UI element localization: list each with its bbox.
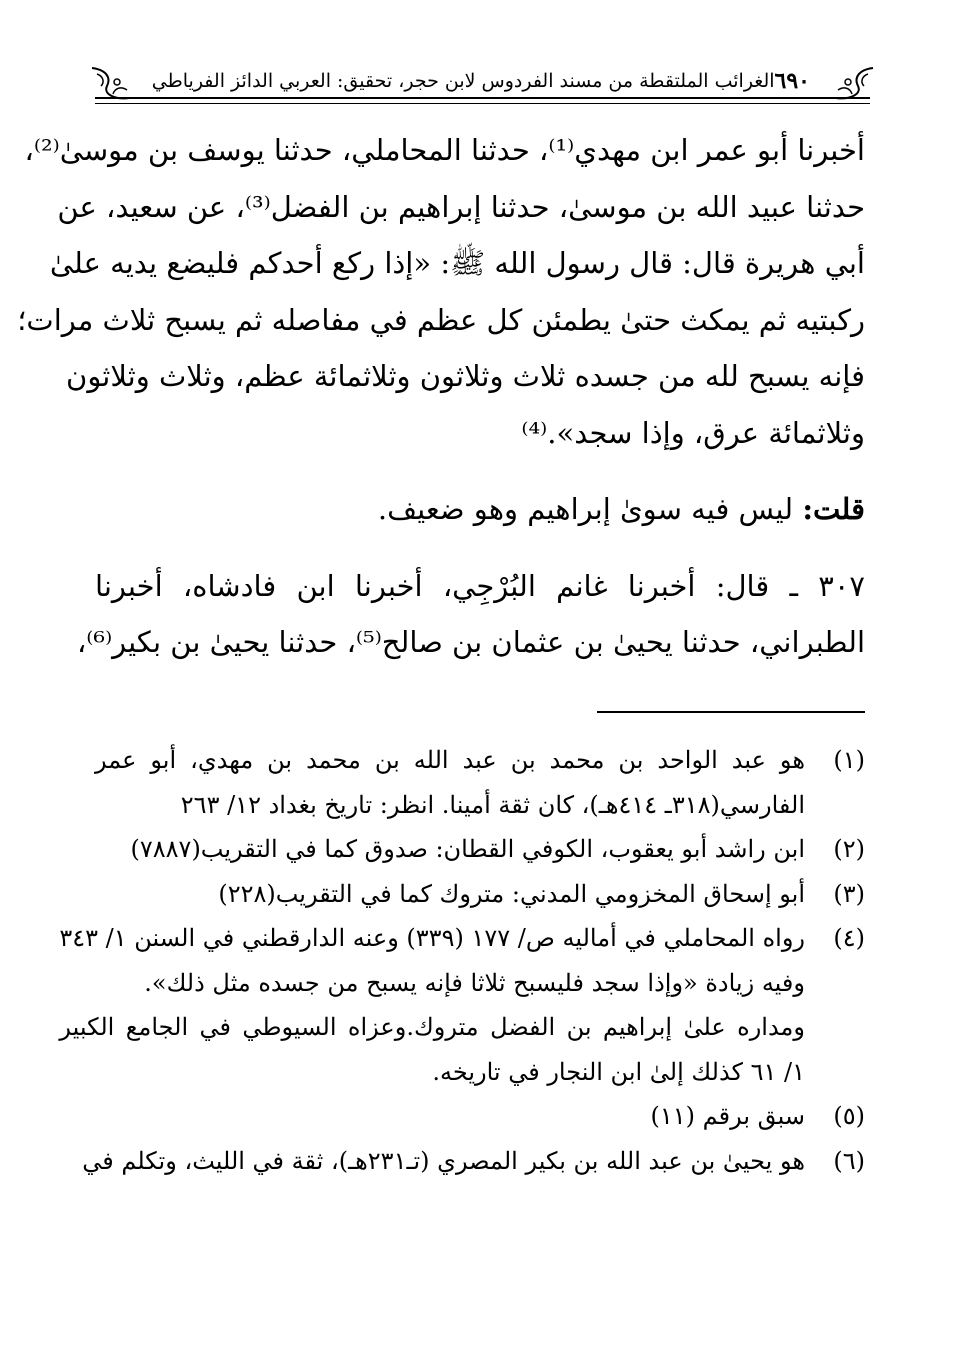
text-line: ركبتيه ثم يمكث حتىٰ يطمئن كل عظم في مفاصله ثم يسبح ثلاث مرات؛ bbox=[17, 302, 865, 337]
footnote-number: (١) bbox=[833, 746, 865, 774]
footnote-number: (٣) bbox=[833, 879, 865, 908]
note-text: ليس فيه سوىٰ إبراهيم وهو ضعيف. bbox=[377, 492, 794, 526]
text-line: أبي هريرة قال: قال رسول الله ﷺ: «إذا ركع أحدكم فليضع يديه علىٰ bbox=[49, 246, 865, 280]
footnote-line: سبق برقم (١١) bbox=[650, 1102, 805, 1130]
footnote-number: (٤) bbox=[833, 924, 865, 952]
footnote-4 bbox=[59, 916, 865, 1094]
running-title: الغرائب الملتقطة من مسند الفردوس لابن حجر، تحقيق: العربي الدائز الفرياطي bbox=[151, 70, 775, 92]
header-rule-thick bbox=[95, 97, 870, 99]
footnote-separator bbox=[597, 711, 865, 713]
footnote-text bbox=[95, 738, 805, 827]
footnote-2 bbox=[95, 827, 865, 872]
footnote-number: (٢) bbox=[833, 835, 865, 863]
footnote-text bbox=[95, 1094, 805, 1139]
header-text-row bbox=[151, 68, 810, 94]
text-line: الطبراني، حدثنا يحيىٰ بن عثمان بن صالح⁽⁵⁾، حدثنا يحيىٰ بن بكير⁽⁶⁾، bbox=[76, 625, 865, 659]
footnote-6 bbox=[82, 1139, 865, 1184]
footnote-number: (٥) bbox=[833, 1102, 865, 1130]
footnote-line: ١/ ٦١ كذلك إلىٰ ابن النجار في تاريخه. bbox=[432, 1057, 805, 1086]
editor-note bbox=[95, 481, 865, 538]
footnote-text bbox=[95, 827, 805, 872]
footnote-text bbox=[95, 872, 805, 917]
footnote-3 bbox=[95, 872, 865, 917]
note-label: قلت: bbox=[802, 492, 865, 526]
note-line bbox=[95, 481, 865, 538]
footnote-line: ومداره علىٰ إبراهيم بن الفضل متروك.وعزاه السيوطي في الجامع الكبير bbox=[59, 1013, 805, 1041]
running-header bbox=[95, 62, 870, 108]
text-line: فإنه يسبح لله من جسده ثلاث وثلاثون وثلاثمائة عظم، وثلاث وثلاثون bbox=[66, 359, 865, 393]
text-line: حدثنا عبيد الله بن موسىٰ، حدثنا إبراهيم بن الفضل⁽³⁾، عن سعيد، عن bbox=[57, 189, 865, 224]
footnote-line: هو يحيىٰ بن عبد الله بن بكير المصري (تـ٢٣١هـ)، ثقة في الليث، وتكلم في bbox=[82, 1146, 805, 1175]
footnote-line: الفارسي(٣١٨ـ ٤١٤هـ)، كان ثقة أمينا. انظر: تاريخ بغداد ١٢/ ٢٦٣ bbox=[180, 790, 805, 819]
footnote-line: ابن راشد أبو يعقوب، الكوفي القطان: صدوق كما في التقريب(٧٨٨٧) bbox=[130, 835, 805, 863]
footnote-line: هو عبد الواحد بن محمد بن عبد الله بن محمد بن مهدي، أبو عمر bbox=[95, 746, 805, 774]
footnote-line: أبو إسحاق المخزومي المدني: متروك كما في التقريب(٢٢٨) bbox=[218, 879, 805, 908]
footnote-text bbox=[59, 916, 805, 1094]
text-line: ٣٠٧ ـ قال: أخبرنا غانم البُرْجِي، أخبرنا ابن فادشاه، أخبرنا bbox=[95, 568, 865, 603]
text-line: وثلاثمائة عرق، وإذا سجد».⁽⁴⁾ bbox=[521, 415, 865, 450]
text-line: أخبرنا أبو عمر ابن مهدي⁽¹⁾، حدثنا المحاملي، حدثنا يوسف بن موسىٰ⁽²⁾، bbox=[24, 133, 865, 167]
footnote-5 bbox=[95, 1094, 865, 1139]
footnote-line: رواه المحاملي في أماليه ص/ ١٧٧ (٣٣٩) وعنه الدارقطني في السنن ١/ ٣٤٣ bbox=[59, 924, 805, 952]
hadith-307-paragraph bbox=[76, 558, 865, 671]
page-number: ٦٩٠ bbox=[774, 68, 810, 94]
header-rule-thin bbox=[95, 103, 870, 104]
footnote-number: (٦) bbox=[833, 1146, 865, 1175]
footnote-1 bbox=[95, 738, 865, 827]
footnotes bbox=[59, 738, 865, 1183]
main-text bbox=[17, 122, 865, 671]
footnote-line: وفيه زيادة «وإذا سجد فليسبح ثلاثا فإنه يسبح من جسده مثل ذلك». bbox=[144, 968, 805, 997]
hadith-paragraph bbox=[17, 122, 865, 461]
footnote-text bbox=[82, 1139, 805, 1184]
